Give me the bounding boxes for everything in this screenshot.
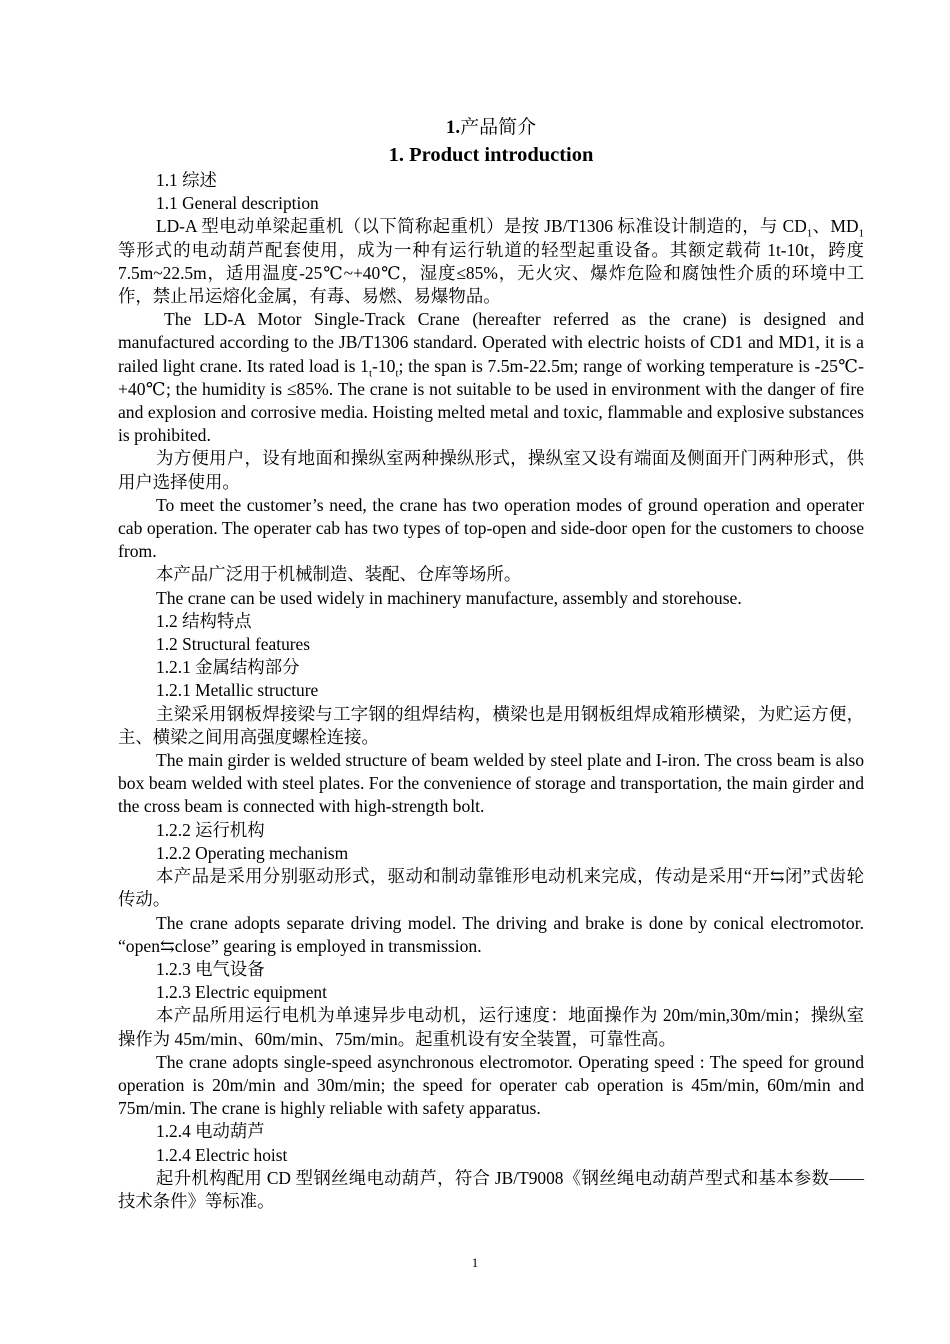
page-number: 1 xyxy=(471,1255,479,1270)
chapter-title-zh xyxy=(118,116,864,140)
chapter-title-en: 1. Product introduction xyxy=(388,144,594,166)
section-1-2-heading-en: 1.2 Structural features xyxy=(156,634,311,655)
section-1-2-1-paragraph-en: The main girder is welded structure of beam welded by steel plate and I-iron. The cross beam is also box beam welded with steel plates. For the convenience of storage and transportation, the main girder and the cross beam is connected with high-strength bolt. xyxy=(118,750,864,817)
section-1-2-4-paragraph-zh: 起升机构配用 CD 型钢丝绳电动葫芦，符合 JB/T9008《钢丝绳电动葫芦型式和基本参数——技术条件》等标准。 xyxy=(118,1167,864,1211)
section-1-2-1-paragraph-zh: 主梁采用钢板焊接梁与工字钢的组焊结构，横梁也是用钢板组焊成箱形横梁，为贮运方便，主、横梁之间用高强度螺栓连接。 xyxy=(118,703,864,747)
paragraph-1-en-part-b: -10 xyxy=(372,355,396,376)
paragraph-2-zh: 为方便用户，设有地面和操纵室两种操纵形式，操纵室又设有端面及侧面开门两种形式，供用户选择使用。 xyxy=(118,448,864,492)
section-1-2-2-paragraph-en: The crane adopts separate driving model. The driving and brake is done by conical electromotor. “open⇆close” gearing is employed in transmission. xyxy=(118,912,864,956)
chapter-title-zh-text: 产品简介 xyxy=(460,117,537,138)
section-1-2-heading-zh: 1.2 结构特点 xyxy=(156,610,252,631)
section-1-2-4-heading-en: 1.2.4 Electric hoist xyxy=(156,1144,288,1165)
section-1-2-3-paragraph-en: The crane adopts single-speed asynchronous electromotor. Operating speed : The speed for ground operation is 20m/min and 30m/min; the speed for operater cab operation is 45m/min, 60m/min and 75m/min. The crane is highly reliable with safety apparatus. xyxy=(118,1051,864,1119)
section-1-1-heading-zh: 1.1 综述 xyxy=(156,170,217,190)
section-1-2-3-paragraph-zh: 本产品所用运行电机为单速异步电动机，运行速度：地面操作为 20m/min,30m/min；操纵室操作为 45m/min、60m/min、75m/min。起重机设有安全装置，可靠性高。 xyxy=(118,1005,864,1049)
subscript: 1 xyxy=(806,227,813,240)
paragraph-1-zh xyxy=(118,215,864,308)
paragraph-1-en xyxy=(118,308,864,447)
paragraph-3-zh: 本产品广泛用于机械制造、装配、仓库等场所。 xyxy=(156,564,522,585)
section-1-2-1-heading-en: 1.2.1 Metallic structure xyxy=(156,680,319,701)
paragraph-1-zh-part-b: 、MD xyxy=(812,216,859,237)
paragraph-1-zh-part-a: LD-A 型电动单梁起重机（以下简称起重机）是按 JB/T1306 标准设计制造的，与 CD xyxy=(156,216,807,237)
section-1-2-2-heading-zh: 1.2.2 运行机构 xyxy=(156,819,265,840)
paragraph-1-en-part-c: ; the span is 7.5m-22.5m; range of working temperature is -25℃- +40℃; the humidity is ≤85%. The crane is not suitable to be used in environment with the danger of fire and explosion and corrosive media. Hoisting melted metal and toxic, flammable and explosive substances is prohibited. xyxy=(118,355,864,446)
section-1-2-2-heading-en: 1.2.2 Operating mechanism xyxy=(156,842,349,863)
subscript: t xyxy=(395,367,399,380)
section-1-2-4-heading-zh: 1.2.4 电动葫芦 xyxy=(156,1121,265,1142)
subscript: t xyxy=(368,367,373,380)
chapter-number: 1. xyxy=(445,117,461,138)
section-1-2-3-heading-en: 1.2.3 Electric equipment xyxy=(156,982,327,1003)
paragraph-2-en: To meet the customer’s need, the crane has two operation modes of ground operation and operater cab operation. The operater cab has two types of top-open and side-door open for the customers to choose from. xyxy=(118,494,864,562)
paragraph-1-zh-part-c: 等形式的电动葫芦配套使用，成为一种有运行轨道的轻型起重设备。其额定载荷 1t-10t，跨度 7.5m~22.5m，适用温度-25℃~+40℃，湿度≤85%，无火灾、爆炸危险和腐蚀性介质的环境中工作，禁止吊运熔化金属，有毒、易燃、易爆物品。 xyxy=(118,239,864,307)
subscript: 1 xyxy=(858,227,864,240)
section-1-2-3-heading-zh: 1.2.3 电气设备 xyxy=(156,958,265,979)
paragraph-3-en: The crane can be used widely in machinery manufacture, assembly and storehouse. xyxy=(156,587,742,608)
title-block xyxy=(118,116,864,168)
document-body xyxy=(118,169,864,1213)
paragraph-1-en-part-a: The LD-A Motor Single-Track Crane (hereafter referred as the crane) is designed and manufactured according to the JB/T1306 standard. Operated with electric hoists of CD1 and MD1, it is a railed light crane. Its rated load is 1 xyxy=(118,309,864,376)
section-1-2-2-paragraph-zh: 本产品是采用分别驱动形式，驱动和制动靠锥形电动机来完成，传动是采用“开⇆闭”式齿轮传动。 xyxy=(118,866,864,910)
section-1-1-heading-en: 1.1 General description xyxy=(156,193,319,214)
section-1-2-1-heading-zh: 1.2.1 金属结构部分 xyxy=(156,657,300,678)
